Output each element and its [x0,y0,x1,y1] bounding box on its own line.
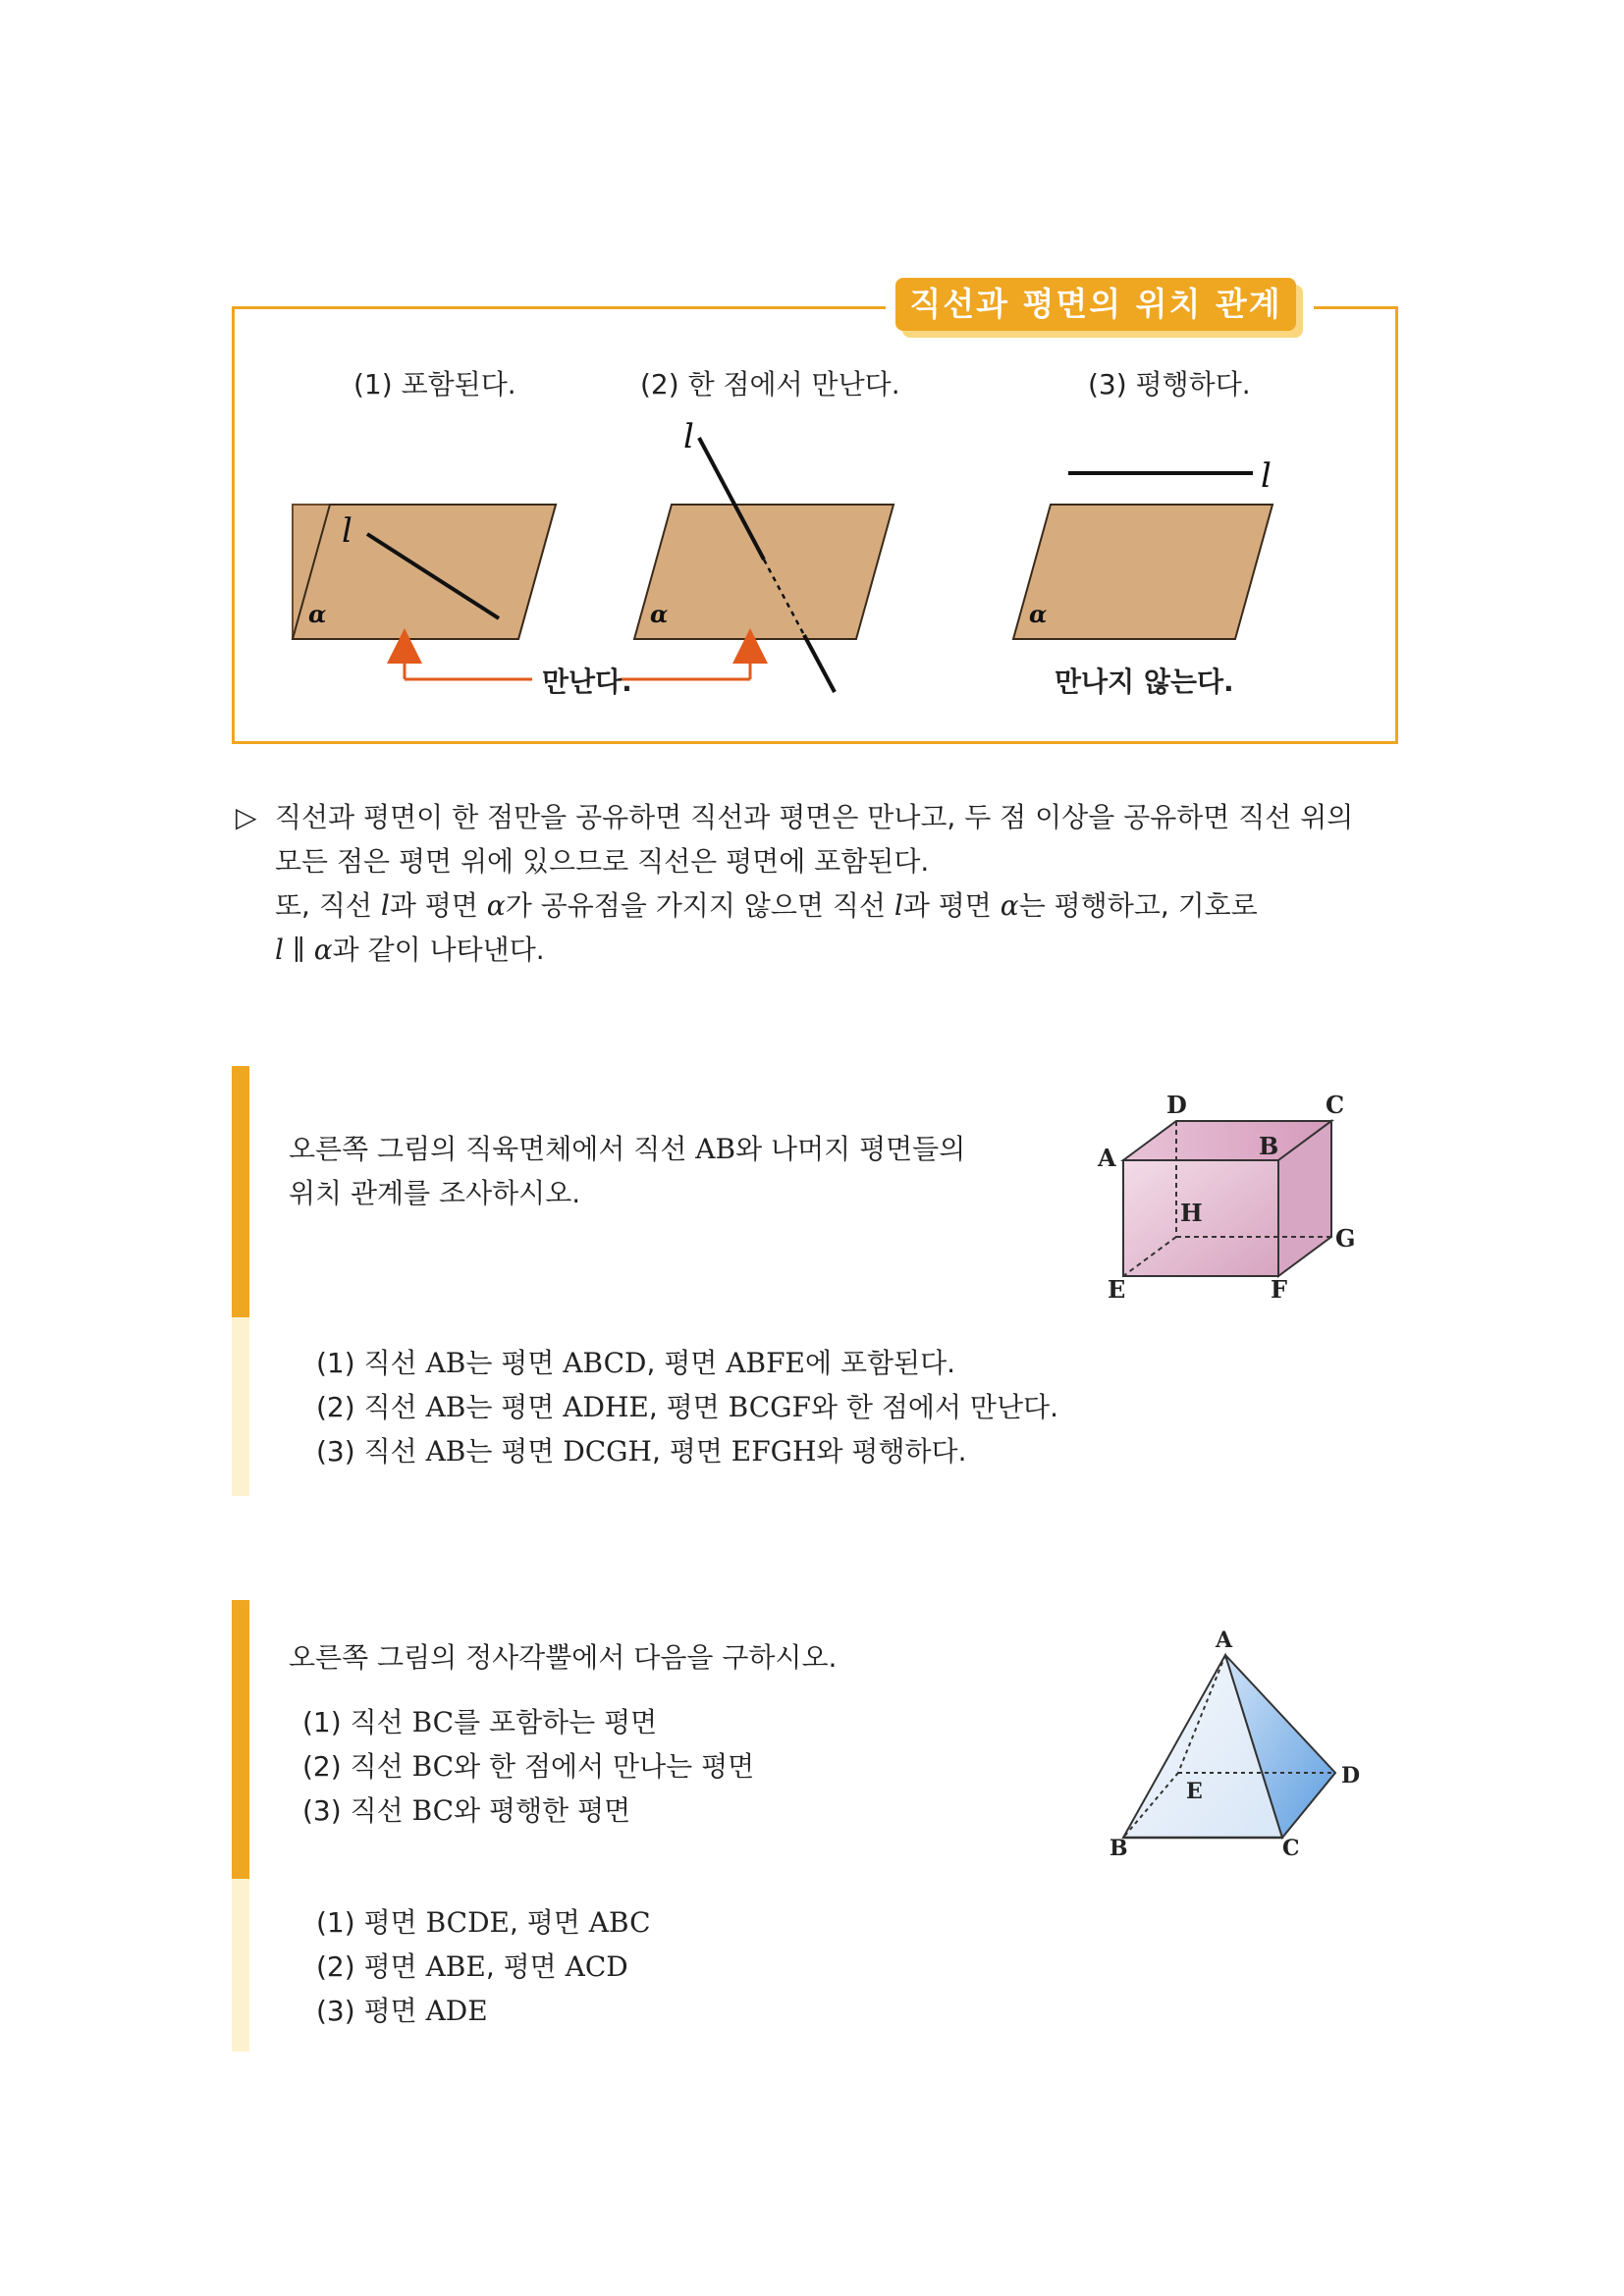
symbol-alpha: α [486,889,506,922]
problem-2-answer-3 [316,1989,488,2033]
segment-name: BC [411,1750,455,1783]
vertex-B: B [1259,1132,1279,1160]
text-run: (1) 직선 [316,1347,426,1379]
plane-label-3: α [1029,600,1048,628]
vertex-D: D [1341,1763,1361,1789]
case-3-label: (3) 평행하다. [1088,368,1251,400]
problem-1-answer-1 [316,1341,955,1385]
vertex-C: C [1282,1836,1300,1859]
case-1-figure [293,505,556,639]
explanation-line-4 [275,928,545,972]
not-meet-note: 만나지 않는다. [1055,666,1234,698]
plane-name: ADE [425,1995,488,2027]
text-run: 와 한 점에서 만나는 평면 [454,1750,755,1783]
text-run: 과 평면 [902,889,1001,922]
problem-1-answer-2 [316,1385,1058,1429]
case-3-figure [1013,456,1272,639]
text-run: 과 같이 나타낸다. [332,934,545,966]
plane-name: ACD [565,1950,628,1983]
text-run: , 평면 [509,1906,589,1939]
explanation-marker: ▷ [236,801,257,833]
segment-name: BC [411,1706,455,1738]
pyramid-figure [1096,1624,1371,1859]
text-run: 와 한 점에서 만난다. [810,1391,1058,1423]
text-run: 에 포함된다. [805,1347,956,1379]
plane-name: BCGF [728,1391,811,1423]
text-run: 는 평면 [465,1391,564,1423]
parallel-symbol: ∥ [283,934,314,966]
symbol-alpha: α [1000,889,1019,922]
case-2-label: (2) 한 점에서 만난다. [640,368,900,400]
text-run: , 평면 [485,1950,566,1983]
text-run: , 평면 [648,1391,729,1423]
plane-label-2: α [650,600,669,628]
vertex-D: D [1166,1091,1187,1119]
symbol-alpha: α [313,934,333,966]
symbol-l: l [893,889,903,922]
line-label-3: l [1261,456,1272,496]
text-run: , 평면 [646,1347,727,1379]
text-run: 오른쪽 그림의 직육면체에서 직선 [289,1133,696,1165]
concept-diagram [232,306,1398,744]
problem-2-answer-2 [316,1945,628,1989]
vertex-C: C [1326,1091,1345,1119]
text-run: (3) 직선 [316,1435,426,1468]
segment-name: AB [425,1391,466,1423]
text-run: (2) 직선 [302,1750,412,1783]
concept-title: 직선과 평면의 위치 관계 [895,278,1296,331]
segment-name: AB [425,1435,466,1468]
vertex-E: E [1108,1275,1126,1304]
plane-name: ABFE [726,1347,805,1379]
text-run: (2) 평면 [316,1950,426,1983]
problem-2-item-2 [302,1744,754,1789]
vertex-A: A [1098,1144,1116,1172]
text-run: (3) 직선 [302,1794,412,1827]
text-run: 를 포함하는 평면 [454,1706,658,1738]
vertex-E: E [1186,1779,1203,1804]
problem-2-bar [232,1600,249,1879]
line-label-2: l [683,417,694,456]
plane-label-1: α [308,600,327,628]
explanation-line-1: 직선과 평면이 한 점만을 공유하면 직선과 평면은 만나고, 두 점 이상을 공유하면 직선 위의 [275,801,1354,833]
vertex-F: F [1271,1275,1288,1304]
explanation-line-2: 모든 점은 평면 위에 있으므로 직선은 평면에 포함된다. [275,845,930,878]
problem-1-answer-3 [316,1429,967,1473]
vertex-G: G [1335,1224,1355,1253]
case-2-figure [634,417,893,692]
vertex-H: H [1180,1199,1203,1227]
case-1-label: (1) 포함된다. [353,368,516,400]
problem-1-answer-bar [232,1317,249,1496]
text-run: 와 평행하다. [816,1435,967,1468]
text-run: 는 평면 [465,1435,564,1468]
plane-name: ADHE [563,1391,649,1423]
vertex-B: B [1110,1836,1128,1859]
symbol-l: l [275,934,284,966]
plane-name: EFGH [731,1435,817,1468]
text-run: 또, 직선 [275,889,381,922]
plane-name: ABC [588,1906,651,1939]
problem-2-question: 오른쪽 그림의 정사각뿔에서 다음을 구하시오. [289,1641,838,1674]
problem-1-question-line-1 [289,1127,965,1171]
text-run: (1) 평면 [316,1906,426,1939]
problem-2-answer-bar [232,1879,249,2052]
segment-name: AB [695,1133,736,1165]
cuboid-figure [1090,1086,1355,1304]
meet-note: 만난다. [542,666,632,698]
problem-2-item-3 [302,1789,630,1833]
line-l-2-lower [804,635,835,692]
problem-2-answer-1 [316,1900,651,1945]
text-run: (1) 직선 [302,1706,412,1738]
explanation-line-3 [275,883,1258,928]
problem-1-question-line-2: 위치 관계를 조사하시오. [289,1177,581,1209]
text-run: 와 나머지 평면들의 [735,1133,966,1165]
text-run: 과 평면 [389,889,487,922]
plane-name: BCDE [425,1906,510,1939]
plane-name: ABE [425,1950,486,1983]
text-run: (2) 직선 [316,1391,426,1423]
symbol-l: l [380,889,390,922]
plane-name: ABCD [563,1347,647,1379]
text-run: 는 평행하고, 기호로 [1018,889,1258,922]
text-run: 가 공유점을 가지지 않으면 직선 [505,889,894,922]
text-run: 와 평행한 평면 [454,1794,631,1827]
text-run: (3) 평면 [316,1995,426,2027]
line-label-1: l [342,511,352,551]
vertex-A: A [1216,1628,1233,1653]
text-run: 는 평면 [465,1347,564,1379]
problem-1-bar [232,1066,249,1317]
segment-name: BC [411,1794,455,1827]
text-run: , 평면 [651,1435,731,1468]
plane-name: DCGH [563,1435,652,1468]
segment-name: AB [425,1347,466,1379]
problem-2-item-1 [302,1700,657,1744]
